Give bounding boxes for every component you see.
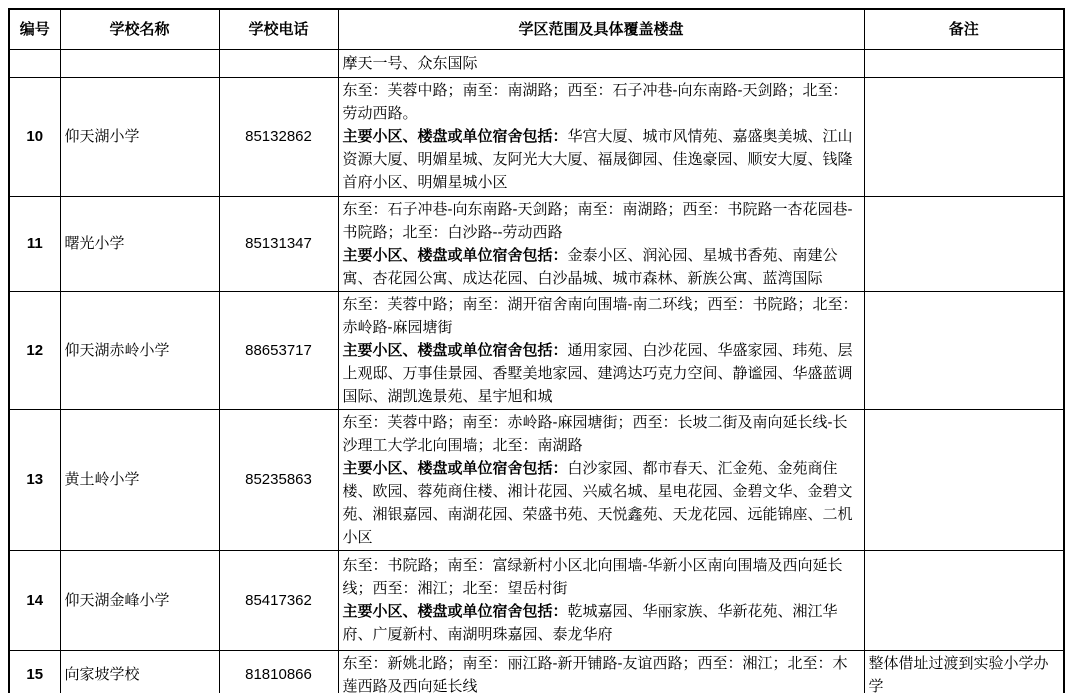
cell-zone bbox=[338, 650, 864, 693]
cell-id: 14 bbox=[9, 550, 60, 650]
cell-phone: 81810866 bbox=[219, 650, 338, 693]
cell-id: 13 bbox=[9, 409, 60, 550]
header-row bbox=[9, 9, 1064, 49]
cell-school-name: 仰天湖金峰小学 bbox=[60, 550, 219, 650]
cell-zone bbox=[338, 409, 864, 550]
cell-phone: 85132862 bbox=[219, 77, 338, 196]
zone-boundary-text: 东至：新姚北路；南至：丽江路-新开铺路-友谊西路；西至：湘江；北至：木莲西路及西向延长线 bbox=[342, 654, 848, 693]
cell-zone bbox=[338, 77, 864, 196]
zone-boundary-text: 摩天一号、众东国际 bbox=[342, 54, 478, 72]
cell-school-name: 仰天湖赤岭小学 bbox=[60, 291, 219, 409]
zone-coverage-label: 主要小区、楼盘或单位宿舍包括： bbox=[342, 459, 568, 477]
zone-boundary-text: 东至：芙蓉中路；南至：湖开宿舍南向围墙-南二环线；西至：书院路；北至：赤岭路-麻园塘街 bbox=[342, 295, 858, 336]
table-row bbox=[9, 650, 1064, 693]
cell-remark bbox=[864, 409, 1064, 550]
school-district-table bbox=[8, 8, 1065, 693]
zone-coverage-text bbox=[343, 339, 860, 408]
zone-coverage-list: 金泰小区、润沁园、星城书香苑、南建公寓、杏花园公寓、成达花园、白沙晶城、城市森林、新族公寓、蓝湾国际 bbox=[342, 246, 838, 287]
cell-zone bbox=[338, 196, 864, 291]
zone-coverage-label: 主要小区、楼盘或单位宿舍包括： bbox=[342, 246, 568, 264]
table-row bbox=[9, 77, 1064, 196]
zone-coverage-label: 主要小区、楼盘或单位宿舍包括： bbox=[342, 128, 568, 145]
cell-id bbox=[9, 49, 60, 77]
col-header-phone: 学校电话 bbox=[219, 9, 338, 49]
cell-remark: 整体借址过渡到实验小学办学 bbox=[864, 650, 1064, 693]
zone-coverage-list: 通用家园、白沙花园、华盛家园、玮苑、层上观邸、万事佳景园、香墅美地家园、建鸿达巧克力空间、静谧园、华盛蓝调国际、湖凯逸景苑、星宇旭和城 bbox=[342, 341, 853, 405]
zone-coverage-text bbox=[343, 600, 860, 646]
cell-id: 15 bbox=[9, 650, 60, 693]
zone-coverage-list: 乾城嘉园、华丽家族、华新花苑、湘江华府、广厦新村、南湖明珠嘉园、泰龙华府 bbox=[342, 603, 838, 643]
cell-id: 11 bbox=[9, 196, 60, 291]
zone-boundary-text: 东至：芙蓉中路；南至：南湖路；西至：石子冲巷-向东南路-天剑路；北至：劳动西路。 bbox=[342, 82, 848, 122]
cell-id: 10 bbox=[9, 77, 60, 196]
zone-coverage-text bbox=[343, 244, 860, 290]
cell-phone: 88653717 bbox=[219, 291, 338, 409]
zone-coverage-text bbox=[343, 125, 860, 194]
table-row bbox=[9, 550, 1064, 650]
cell-phone: 85235863 bbox=[219, 409, 338, 550]
table-row bbox=[9, 409, 1064, 550]
col-header-id: 编号 bbox=[9, 9, 60, 49]
cell-remark bbox=[864, 291, 1064, 409]
zone-coverage-list: 白沙家园、都市春天、汇金苑、金苑商住楼、欧园、蓉苑商住楼、湘计花园、兴威名城、星电花园、金碧文华、金碧文苑、湘银嘉园、南湖花园、荣盛书苑、天悦鑫苑、天龙花园、远能锦座、二机小区 bbox=[342, 459, 853, 546]
cell-remark bbox=[864, 77, 1064, 196]
col-header-zone: 学区范围及具体覆盖楼盘 bbox=[338, 9, 864, 49]
cell-school-name: 曙光小学 bbox=[60, 196, 219, 291]
cell-zone bbox=[338, 291, 864, 409]
cell-phone bbox=[219, 49, 338, 77]
zone-coverage-list: 华宫大厦、城市风情苑、嘉盛奥美城、江山资源大厦、明媚星城、友阿光大大厦、福晟御园、佳逸豪园、顺安大厦、钱隆首府小区、明媚星城小区 bbox=[342, 128, 853, 191]
col-header-name: 学校名称 bbox=[60, 9, 219, 49]
zone-coverage-label: 主要小区、楼盘或单位宿舍包括： bbox=[342, 341, 568, 359]
cell-zone bbox=[338, 49, 864, 77]
table-row bbox=[9, 196, 1064, 291]
cell-school-name: 向家坡学校 bbox=[60, 650, 219, 693]
table-row bbox=[9, 291, 1064, 409]
cell-id: 12 bbox=[9, 291, 60, 409]
cell-phone: 85417362 bbox=[219, 550, 338, 650]
zone-boundary-text: 东至：芙蓉中路；南至：赤岭路-麻园塘街；西至：长坡二街及南向延长线-长沙理工大学北向围墙；北至：南湖路 bbox=[342, 413, 848, 454]
table-row bbox=[9, 49, 1064, 77]
cell-remark bbox=[864, 196, 1064, 291]
cell-school-name bbox=[60, 49, 219, 77]
cell-phone: 85131347 bbox=[219, 196, 338, 291]
cell-remark bbox=[864, 550, 1064, 650]
cell-school-name: 仰天湖小学 bbox=[60, 77, 219, 196]
cell-remark bbox=[864, 49, 1064, 77]
zone-coverage-text bbox=[343, 457, 860, 549]
zone-coverage-label: 主要小区、楼盘或单位宿舍包括： bbox=[342, 603, 568, 620]
col-header-remark: 备注 bbox=[864, 9, 1064, 49]
zone-boundary-text: 东至：书院路；南至：富绿新村小区北向围墙-华新小区南向围墙及西向延长线；西至：湘江；北至：望岳村街 bbox=[342, 557, 843, 597]
cell-zone bbox=[338, 550, 864, 650]
zone-boundary-text: 东至：石子冲巷-向东南路-天剑路；南至：南湖路；西至：书院路一杏花园巷-书院路；北至：白沙路--劳动西路 bbox=[342, 200, 853, 241]
cell-school-name: 黄土岭小学 bbox=[60, 409, 219, 550]
